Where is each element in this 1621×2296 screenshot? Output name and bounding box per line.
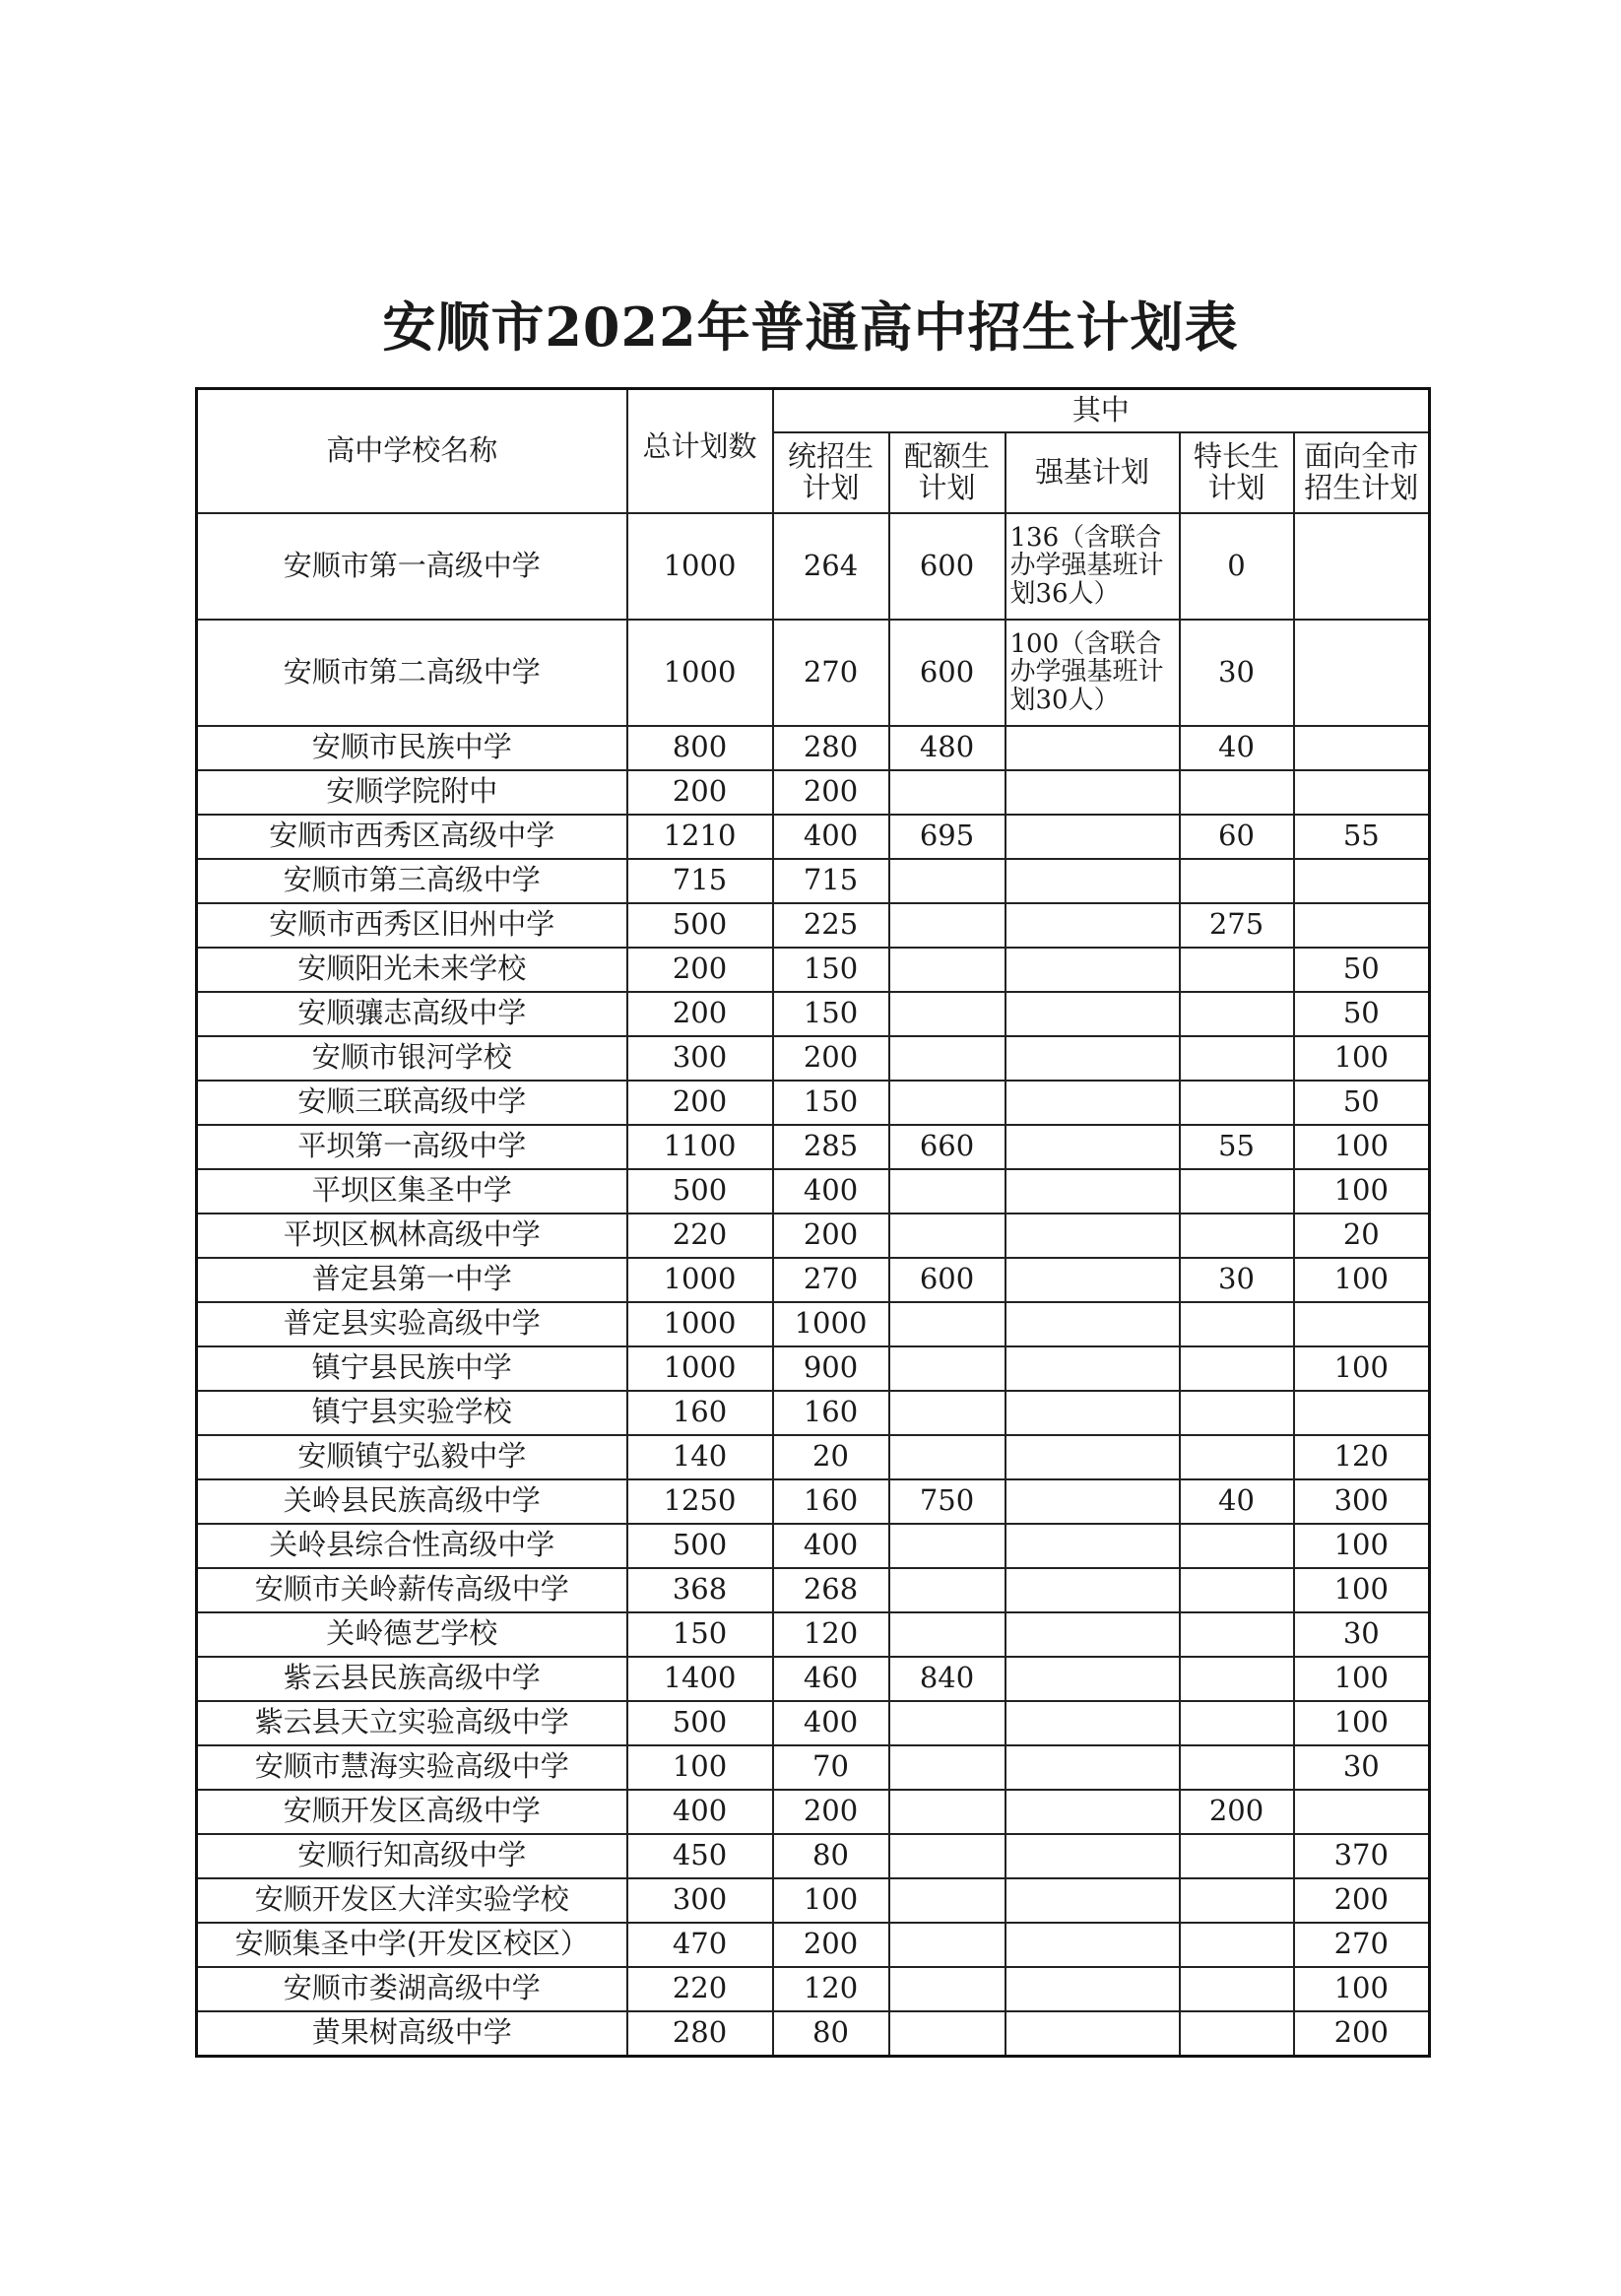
cell-techang [1180, 1435, 1294, 1479]
cell-total: 450 [627, 1834, 773, 1878]
cell-tongzhao: 200 [773, 770, 889, 815]
cell-tongzhao: 20 [773, 1435, 889, 1479]
cell-techang: 55 [1180, 1125, 1294, 1169]
table-row [197, 1214, 1430, 1258]
cell-total: 470 [627, 1923, 773, 1967]
table-row [197, 620, 1430, 726]
cell-tongzhao: 150 [773, 1081, 889, 1125]
cell-qiangji [1005, 1524, 1180, 1568]
cell-tongzhao: 100 [773, 1878, 889, 1923]
cell-total: 1100 [627, 1125, 773, 1169]
header-qiangji: 强基计划 [1005, 432, 1180, 513]
cell-name: 紫云县民族高级中学 [197, 1657, 627, 1701]
cell-qiangji [1005, 1435, 1180, 1479]
cell-techang [1180, 1967, 1294, 2011]
cell-techang [1180, 1923, 1294, 1967]
cell-peie [889, 1701, 1005, 1745]
table-row [197, 1834, 1430, 1878]
cell-total: 1000 [627, 1302, 773, 1346]
cell-techang [1180, 859, 1294, 903]
cell-name: 普定县实验高级中学 [197, 1302, 627, 1346]
cell-name: 安顺镇宁弘毅中学 [197, 1435, 627, 1479]
cell-techang: 30 [1180, 1258, 1294, 1302]
cell-qiangji [1005, 1214, 1180, 1258]
table-row [197, 1435, 1430, 1479]
cell-peie [889, 948, 1005, 992]
cell-techang [1180, 1834, 1294, 1878]
cell-name: 安顺集圣中学(开发区校区） [197, 1923, 627, 1967]
cell-tongzhao: 200 [773, 1036, 889, 1081]
cell-qiangji [1005, 1081, 1180, 1125]
cell-total: 300 [627, 1878, 773, 1923]
table-row [197, 1169, 1430, 1214]
table-row [197, 1479, 1430, 1524]
header-quanshi: 面向全市 招生计划 [1294, 432, 1430, 513]
cell-tongzhao: 150 [773, 992, 889, 1036]
cell-total: 150 [627, 1612, 773, 1657]
cell-peie [889, 1435, 1005, 1479]
table-row [197, 770, 1430, 815]
cell-quanshi [1294, 859, 1430, 903]
cell-total: 200 [627, 948, 773, 992]
cell-name: 平坝第一高级中学 [197, 1125, 627, 1169]
cell-tongzhao: 200 [773, 1923, 889, 1967]
cell-name: 安顺骧志高级中学 [197, 992, 627, 1036]
cell-name: 镇宁县实验学校 [197, 1391, 627, 1435]
cell-qiangji [1005, 815, 1180, 859]
table-row [197, 1967, 1430, 2011]
cell-qiangji [1005, 859, 1180, 903]
cell-quanshi: 50 [1294, 948, 1430, 992]
cell-name: 安顺市第二高级中学 [197, 620, 627, 726]
cell-total: 1000 [627, 1346, 773, 1391]
cell-techang: 40 [1180, 1479, 1294, 1524]
header-total-plan: 总计划数 [627, 389, 773, 513]
cell-tongzhao: 400 [773, 1169, 889, 1214]
cell-peie [889, 1214, 1005, 1258]
cell-quanshi: 100 [1294, 1568, 1430, 1612]
table-row [197, 726, 1430, 770]
cell-qiangji [1005, 1302, 1180, 1346]
cell-peie: 660 [889, 1125, 1005, 1169]
cell-quanshi: 30 [1294, 1612, 1430, 1657]
cell-peie: 840 [889, 1657, 1005, 1701]
cell-name: 平坝区枫林高级中学 [197, 1214, 627, 1258]
cell-techang [1180, 1612, 1294, 1657]
cell-total: 220 [627, 1214, 773, 1258]
cell-name: 关岭县民族高级中学 [197, 1479, 627, 1524]
cell-quanshi [1294, 903, 1430, 948]
cell-techang [1180, 1214, 1294, 1258]
table-row [197, 1302, 1430, 1346]
cell-peie [889, 903, 1005, 948]
cell-total: 500 [627, 1169, 773, 1214]
cell-name: 平坝区集圣中学 [197, 1169, 627, 1214]
cell-name: 关岭德艺学校 [197, 1612, 627, 1657]
cell-qiangji [1005, 1745, 1180, 1790]
header-among: 其中 [773, 389, 1430, 432]
cell-peie [889, 1790, 1005, 1834]
enrollment-plan-table [195, 387, 1431, 2058]
header-school-name: 高中学校名称 [197, 389, 627, 513]
table-row [197, 1036, 1430, 1081]
cell-quanshi: 100 [1294, 1169, 1430, 1214]
cell-qiangji [1005, 2011, 1180, 2057]
cell-name: 镇宁县民族中学 [197, 1346, 627, 1391]
cell-tongzhao: 120 [773, 1967, 889, 2011]
cell-qiangji [1005, 1878, 1180, 1923]
cell-quanshi: 100 [1294, 1125, 1430, 1169]
cell-tongzhao: 900 [773, 1346, 889, 1391]
cell-quanshi [1294, 726, 1430, 770]
cell-peie [889, 1834, 1005, 1878]
cell-name: 安顺行知高级中学 [197, 1834, 627, 1878]
cell-techang: 200 [1180, 1790, 1294, 1834]
cell-name: 安顺阳光未来学校 [197, 948, 627, 992]
cell-qiangji [1005, 1923, 1180, 1967]
table-row [197, 1790, 1430, 1834]
cell-peie [889, 1967, 1005, 2011]
cell-tongzhao: 270 [773, 1258, 889, 1302]
cell-peie [889, 1302, 1005, 1346]
table-row [197, 1524, 1430, 1568]
cell-tongzhao: 460 [773, 1657, 889, 1701]
page-title: 安顺市2022年普通高中招生计划表 [382, 295, 1239, 359]
table-row [197, 2011, 1430, 2057]
cell-qiangji [1005, 1612, 1180, 1657]
cell-name: 关岭县综合性高级中学 [197, 1524, 627, 1568]
cell-quanshi: 200 [1294, 2011, 1430, 2057]
cell-name: 安顺市第一高级中学 [197, 513, 627, 620]
cell-qiangji [1005, 1036, 1180, 1081]
cell-name: 黄果树高级中学 [197, 2011, 627, 2057]
cell-name: 安顺市娄湖高级中学 [197, 1967, 627, 2011]
cell-techang [1180, 1036, 1294, 1081]
cell-peie [889, 1524, 1005, 1568]
cell-tongzhao: 400 [773, 815, 889, 859]
cell-total: 280 [627, 2011, 773, 2057]
cell-qiangji [1005, 726, 1180, 770]
cell-name: 安顺市关岭薪传高级中学 [197, 1568, 627, 1612]
cell-tongzhao: 80 [773, 1834, 889, 1878]
cell-tongzhao: 80 [773, 2011, 889, 2057]
cell-peie [889, 1568, 1005, 1612]
cell-total: 100 [627, 1745, 773, 1790]
cell-total: 500 [627, 1524, 773, 1568]
table-row [197, 992, 1430, 1036]
cell-tongzhao: 160 [773, 1391, 889, 1435]
cell-tongzhao: 160 [773, 1479, 889, 1524]
cell-techang [1180, 1657, 1294, 1701]
table-row [197, 513, 1430, 620]
cell-qiangji [1005, 1125, 1180, 1169]
cell-quanshi: 100 [1294, 1967, 1430, 2011]
cell-qiangji [1005, 1701, 1180, 1745]
cell-qiangji [1005, 1258, 1180, 1302]
table-row [197, 815, 1430, 859]
cell-total: 1250 [627, 1479, 773, 1524]
cell-techang [1180, 992, 1294, 1036]
cell-tongzhao: 400 [773, 1701, 889, 1745]
cell-quanshi: 100 [1294, 1258, 1430, 1302]
cell-tongzhao: 225 [773, 903, 889, 948]
table-body [197, 513, 1430, 2057]
cell-quanshi: 370 [1294, 1834, 1430, 1878]
cell-tongzhao: 200 [773, 1214, 889, 1258]
cell-peie [889, 1391, 1005, 1435]
cell-name: 安顺市第三高级中学 [197, 859, 627, 903]
cell-techang: 275 [1180, 903, 1294, 948]
cell-peie [889, 992, 1005, 1036]
cell-techang [1180, 1081, 1294, 1125]
cell-name: 安顺学院附中 [197, 770, 627, 815]
table-row [197, 1125, 1430, 1169]
cell-quanshi [1294, 770, 1430, 815]
cell-total: 715 [627, 859, 773, 903]
cell-techang: 30 [1180, 620, 1294, 726]
cell-peie [889, 1081, 1005, 1125]
cell-tongzhao: 400 [773, 1524, 889, 1568]
cell-quanshi: 50 [1294, 992, 1430, 1036]
cell-qiangji [1005, 948, 1180, 992]
cell-techang [1180, 1302, 1294, 1346]
cell-tongzhao: 70 [773, 1745, 889, 1790]
cell-tongzhao: 264 [773, 513, 889, 620]
cell-peie [889, 1036, 1005, 1081]
cell-quanshi [1294, 1790, 1430, 1834]
cell-techang [1180, 1745, 1294, 1790]
header-peie: 配额生 计划 [889, 432, 1005, 513]
cell-tongzhao: 120 [773, 1612, 889, 1657]
cell-total: 500 [627, 903, 773, 948]
cell-total: 160 [627, 1391, 773, 1435]
cell-techang [1180, 1878, 1294, 1923]
cell-qiangji [1005, 1967, 1180, 2011]
cell-qiangji [1005, 1790, 1180, 1834]
cell-total: 1000 [627, 620, 773, 726]
cell-peie [889, 1745, 1005, 1790]
cell-techang [1180, 1568, 1294, 1612]
cell-qiangji [1005, 903, 1180, 948]
cell-peie: 695 [889, 815, 1005, 859]
cell-quanshi: 200 [1294, 1878, 1430, 1923]
table-row [197, 1657, 1430, 1701]
cell-techang [1180, 2011, 1294, 2057]
cell-peie [889, 1923, 1005, 1967]
cell-peie: 750 [889, 1479, 1005, 1524]
cell-peie [889, 859, 1005, 903]
cell-peie: 600 [889, 513, 1005, 620]
cell-tongzhao: 150 [773, 948, 889, 992]
cell-name: 普定县第一中学 [197, 1258, 627, 1302]
cell-total: 1400 [627, 1657, 773, 1701]
cell-quanshi [1294, 1391, 1430, 1435]
table-row [197, 1346, 1430, 1391]
cell-qiangji [1005, 1568, 1180, 1612]
cell-techang [1180, 1524, 1294, 1568]
cell-tongzhao: 285 [773, 1125, 889, 1169]
cell-peie: 480 [889, 726, 1005, 770]
cell-peie [889, 2011, 1005, 2057]
cell-tongzhao: 270 [773, 620, 889, 726]
table-row [197, 1081, 1430, 1125]
cell-techang: 40 [1180, 726, 1294, 770]
cell-total: 1000 [627, 1258, 773, 1302]
cell-peie [889, 1612, 1005, 1657]
cell-tongzhao: 200 [773, 1790, 889, 1834]
cell-name: 安顺三联高级中学 [197, 1081, 627, 1125]
cell-total: 300 [627, 1036, 773, 1081]
cell-quanshi: 100 [1294, 1036, 1430, 1081]
cell-total: 1210 [627, 815, 773, 859]
cell-total: 400 [627, 1790, 773, 1834]
cell-quanshi: 100 [1294, 1701, 1430, 1745]
cell-total: 200 [627, 770, 773, 815]
cell-tongzhao: 1000 [773, 1302, 889, 1346]
cell-qiangji [1005, 1834, 1180, 1878]
cell-techang [1180, 1701, 1294, 1745]
cell-total: 220 [627, 1967, 773, 2011]
cell-qiangji [1005, 1657, 1180, 1701]
table-row [197, 948, 1430, 992]
table-row [197, 1923, 1430, 1967]
cell-name: 安顺市民族中学 [197, 726, 627, 770]
cell-peie [889, 770, 1005, 815]
cell-peie: 600 [889, 620, 1005, 726]
cell-tongzhao: 715 [773, 859, 889, 903]
cell-peie [889, 1169, 1005, 1214]
cell-qiangji: 136（含联合办学强基班计划36人） [1005, 513, 1180, 620]
cell-quanshi: 270 [1294, 1923, 1430, 1967]
table-row [197, 1878, 1430, 1923]
table-row [197, 1391, 1430, 1435]
cell-name: 安顺开发区大洋实验学校 [197, 1878, 627, 1923]
cell-qiangji [1005, 1479, 1180, 1524]
cell-quanshi: 20 [1294, 1214, 1430, 1258]
cell-techang: 60 [1180, 815, 1294, 859]
cell-total: 368 [627, 1568, 773, 1612]
cell-qiangji [1005, 992, 1180, 1036]
cell-qiangji: 100（含联合办学强基班计划30人） [1005, 620, 1180, 726]
cell-total: 800 [627, 726, 773, 770]
cell-name: 安顺市西秀区旧州中学 [197, 903, 627, 948]
cell-qiangji [1005, 770, 1180, 815]
cell-qiangji [1005, 1169, 1180, 1214]
cell-qiangji [1005, 1346, 1180, 1391]
table-row [197, 1701, 1430, 1745]
cell-quanshi: 55 [1294, 815, 1430, 859]
cell-qiangji [1005, 1391, 1180, 1435]
cell-quanshi: 300 [1294, 1479, 1430, 1524]
table-row [197, 903, 1430, 948]
cell-quanshi [1294, 620, 1430, 726]
cell-tongzhao: 268 [773, 1568, 889, 1612]
cell-quanshi: 120 [1294, 1435, 1430, 1479]
cell-peie [889, 1346, 1005, 1391]
cell-techang [1180, 1391, 1294, 1435]
cell-quanshi: 30 [1294, 1745, 1430, 1790]
cell-name: 紫云县天立实验高级中学 [197, 1701, 627, 1745]
table-row [197, 1568, 1430, 1612]
cell-quanshi: 100 [1294, 1524, 1430, 1568]
cell-quanshi [1294, 513, 1430, 620]
header-tongzhao: 统招生 计划 [773, 432, 889, 513]
cell-quanshi: 100 [1294, 1346, 1430, 1391]
cell-name: 安顺市银河学校 [197, 1036, 627, 1081]
cell-peie [889, 1878, 1005, 1923]
cell-name: 安顺开发区高级中学 [197, 1790, 627, 1834]
cell-total: 1000 [627, 513, 773, 620]
cell-techang [1180, 948, 1294, 992]
cell-techang [1180, 770, 1294, 815]
cell-tongzhao: 280 [773, 726, 889, 770]
cell-quanshi: 100 [1294, 1657, 1430, 1701]
cell-techang: 0 [1180, 513, 1294, 620]
cell-name: 安顺市慧海实验高级中学 [197, 1745, 627, 1790]
table-row [197, 1258, 1430, 1302]
header-techang: 特长生 计划 [1180, 432, 1294, 513]
table-row [197, 1745, 1430, 1790]
cell-total: 200 [627, 992, 773, 1036]
cell-techang [1180, 1346, 1294, 1391]
cell-total: 200 [627, 1081, 773, 1125]
cell-techang [1180, 1169, 1294, 1214]
cell-total: 500 [627, 1701, 773, 1745]
cell-quanshi: 50 [1294, 1081, 1430, 1125]
cell-name: 安顺市西秀区高级中学 [197, 815, 627, 859]
table-row [197, 859, 1430, 903]
cell-total: 140 [627, 1435, 773, 1479]
cell-peie: 600 [889, 1258, 1005, 1302]
cell-quanshi [1294, 1302, 1430, 1346]
table-row [197, 1612, 1430, 1657]
